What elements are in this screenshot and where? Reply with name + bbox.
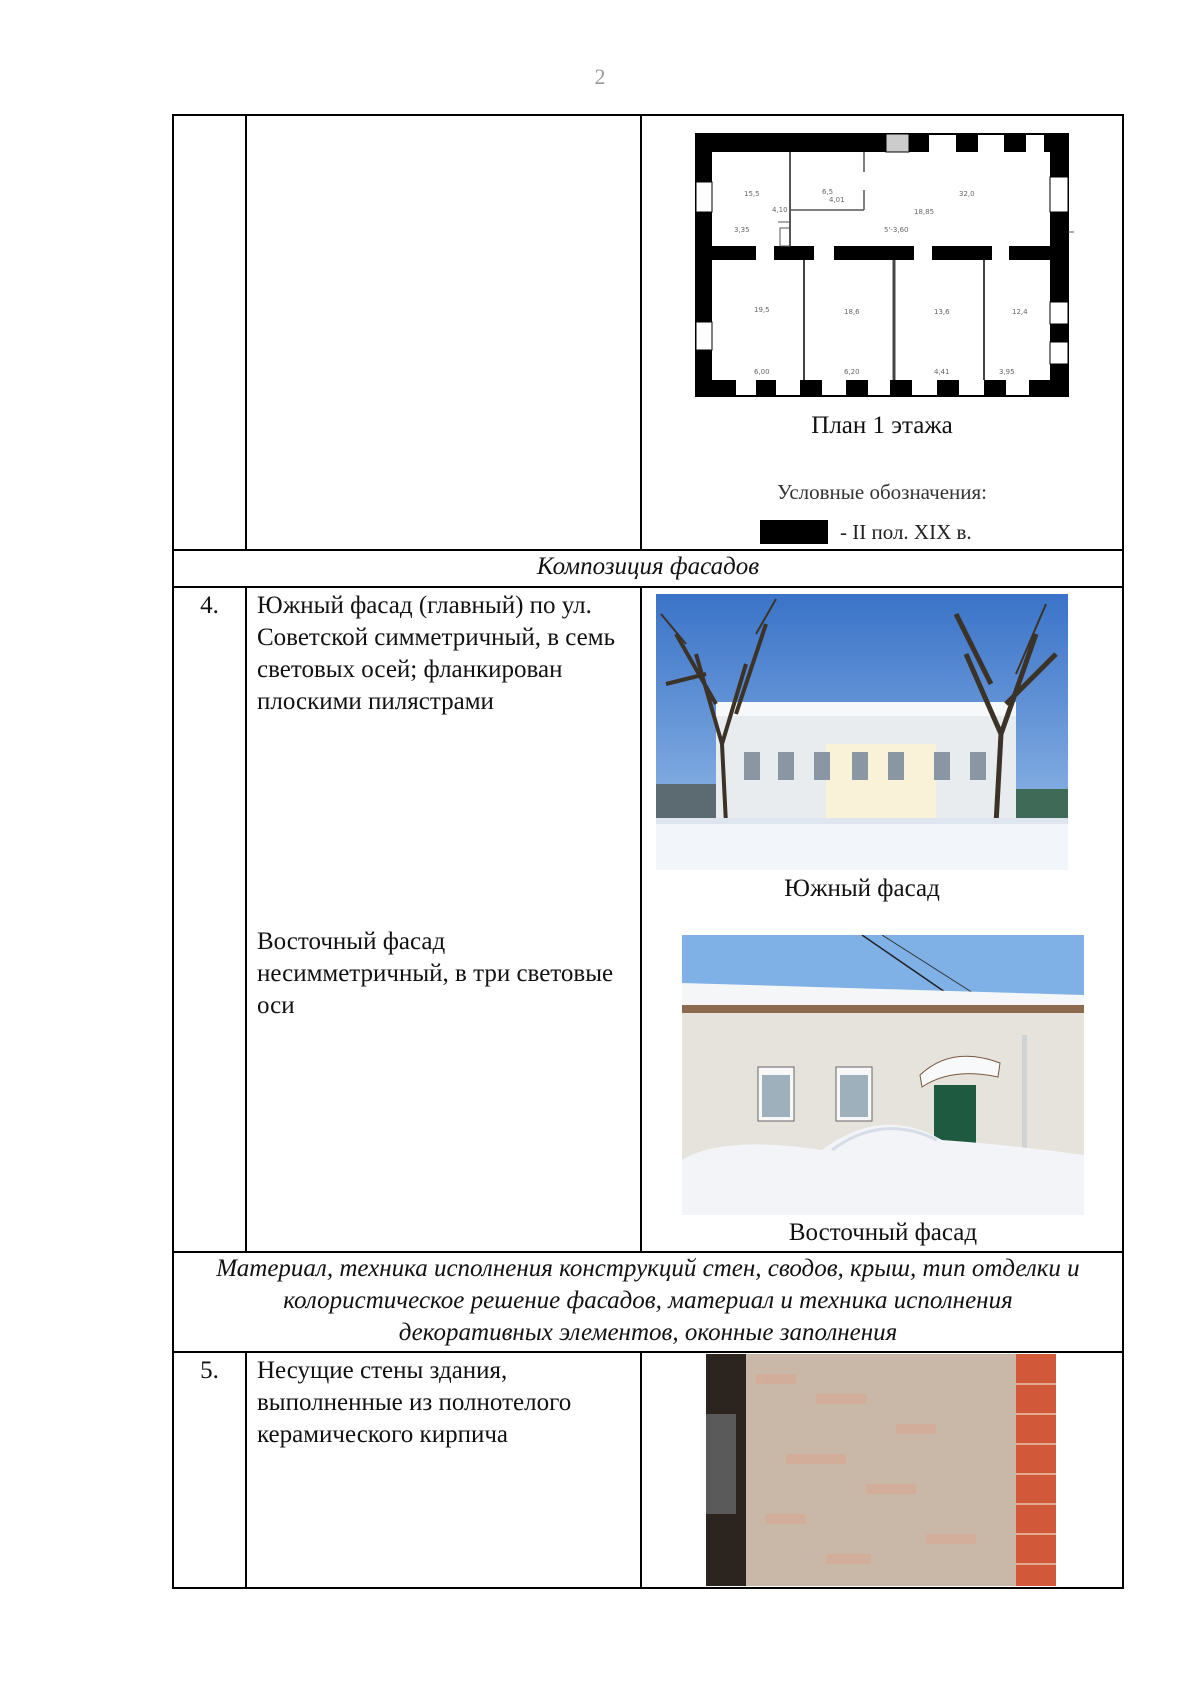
- section-title-material: Материал, техника исполнения конструкций стен, сводов, крыш, тип отделки и колористическое решение фасадов, материал и техника исполнения декоративных элементов, оконные заполнения: [173, 1252, 1123, 1352]
- floor-plan-drawing: [694, 132, 1074, 402]
- brick-wall-photo: [706, 1354, 1056, 1586]
- row-number: 5.: [173, 1352, 246, 1588]
- svg-text:4,41: 4,41: [934, 368, 950, 376]
- svg-text:4,01: 4,01: [829, 196, 845, 204]
- plan-row: [173, 115, 1123, 550]
- empty-num-cell: [173, 115, 246, 550]
- south-facade-photo: [656, 594, 1068, 870]
- section-row-material: [173, 1252, 1123, 1352]
- svg-text:18,6: 18,6: [844, 308, 860, 316]
- empty-desc-cell: [246, 115, 641, 550]
- svg-text:3,35: 3,35: [734, 226, 750, 234]
- legend-label: - II пол. XIX в.: [840, 520, 972, 544]
- svg-text:6,20: 6,20: [844, 368, 860, 376]
- svg-text:6,00: 6,00: [754, 368, 770, 376]
- photo-cell: [641, 1352, 1123, 1588]
- description-cell: [246, 587, 641, 1252]
- svg-text:3,95: 3,95: [999, 368, 1015, 376]
- svg-text:15,5: 15,5: [744, 190, 760, 198]
- row-number: 4.: [173, 587, 246, 1252]
- legend-title: Условные обозначения:: [776, 480, 988, 504]
- svg-text:5'-3,60: 5'-3,60: [884, 226, 909, 234]
- east-facade-caption: Восточный фасад: [788, 1219, 978, 1246]
- east-facade-photo: [682, 935, 1084, 1215]
- east-facade-text: Восточный фасад несимметричный, в три световые оси: [257, 928, 614, 1019]
- plan-caption: План 1 этажа: [811, 412, 953, 439]
- svg-text:6,5: 6,5: [822, 188, 834, 196]
- svg-text:12,4: 12,4: [1012, 308, 1028, 316]
- description-cell: Несущие стены здания, выполненные из полнотелого керамического кирпича: [246, 1352, 641, 1588]
- document-table: [172, 114, 1124, 1589]
- table-row-4: [173, 587, 1123, 1252]
- page-number: 2: [594, 64, 606, 89]
- legend-row: [760, 516, 972, 548]
- svg-text:13,6: 13,6: [934, 308, 950, 316]
- svg-text:19,5: 19,5: [754, 306, 770, 314]
- legend-swatch: [760, 520, 828, 544]
- section-row-facades: [173, 550, 1123, 587]
- svg-text:4,10: 4,10: [772, 206, 788, 214]
- plan-cell: [641, 115, 1123, 550]
- section-title-facades: Композиция фасадов: [173, 550, 1123, 587]
- south-facade-text: Южный фасад (главный) по ул. Советской симметричный, в семь световых осей; фланкирован плоскими пилястрами: [257, 592, 615, 715]
- table-row-5: [173, 1352, 1123, 1588]
- svg-text:18,85: 18,85: [914, 208, 935, 216]
- svg-text:32,0: 32,0: [959, 190, 975, 198]
- south-facade-caption: Южный фасад: [784, 875, 940, 902]
- photos-cell: [641, 587, 1123, 1252]
